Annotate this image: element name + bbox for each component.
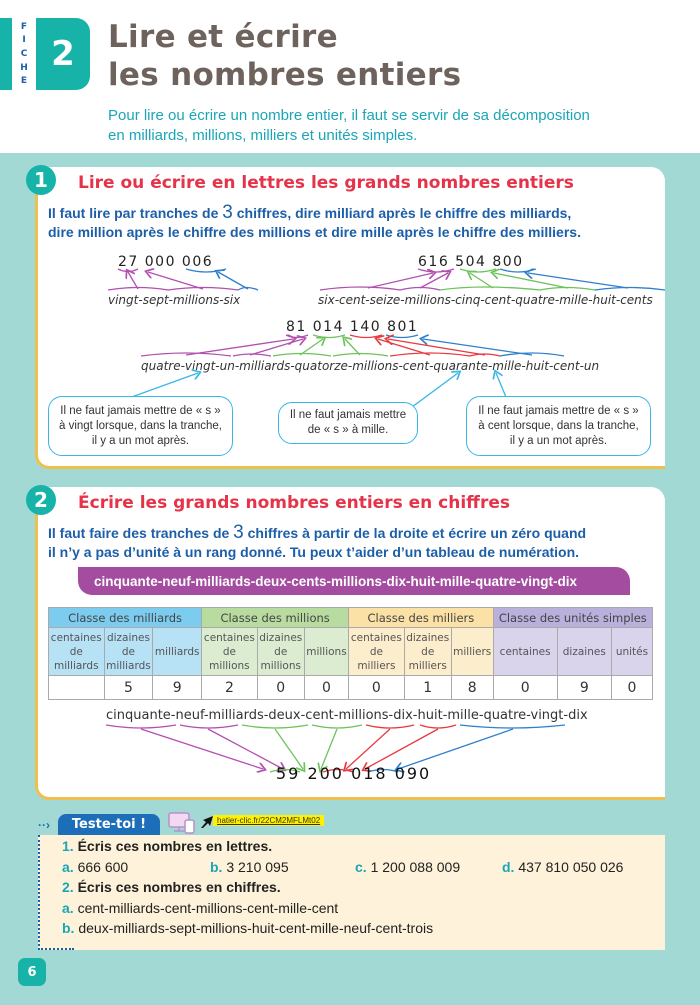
column-header: centaines de milliers (349, 628, 405, 676)
q1-item-a: a. 666 600 (62, 859, 129, 875)
q1-item-c: c. 1 200 088 009 (355, 859, 461, 875)
section-rule: Il faut lire par tranches de 3 chiffres, dire milliard après le chiffre des milliards, dire million après le chiffre des millions et dire mille après le chiffre des milliers. (48, 202, 581, 240)
section-number-badge: 2 (26, 485, 56, 515)
example-number: 27 000 006 (118, 254, 214, 270)
table-cell: 0 (304, 676, 348, 700)
note-vingt: Il ne faut jamais mettre de « s » à vingt lorsque, dans la tranche, il y a un mot après. (48, 396, 233, 456)
cursor-arrow-icon (200, 815, 214, 829)
writing-diagram (38, 487, 668, 800)
fiche-strip (0, 18, 12, 90)
table-cell: 0 (493, 676, 557, 700)
page-title: Lire et écrire les nombres entiers (108, 19, 462, 93)
result-number: 59 200 018 090 (276, 764, 432, 783)
table-cell: 0 (257, 676, 304, 700)
column-header: millions (304, 628, 348, 676)
column-header: milliards (153, 628, 202, 676)
page-number: 6 (18, 958, 46, 986)
table-cell: 1 (404, 676, 451, 700)
table-cell: 2 (202, 676, 258, 700)
section-2-card (35, 487, 665, 800)
class-header: Classe des unités simples (493, 608, 652, 628)
column-header: dizaines (557, 628, 611, 676)
teste-toi-box (38, 835, 665, 950)
example-words: vingt-sept-millions-six (108, 293, 241, 307)
computer-tablet-icon (168, 812, 196, 834)
column-header: unités (611, 628, 652, 676)
column-header: centaines (493, 628, 557, 676)
q2-item-b: b. deux-milliards-sept-millions-huit-cent-mille-neuf-cent-trois (62, 920, 434, 936)
fiche-number: 2 (36, 18, 90, 90)
example-number: 616 504 800 (418, 254, 524, 270)
fiche-label: F I C H E (13, 18, 35, 90)
note-cent: Il ne faut jamais mettre de « s » à cent lorsque, dans la tranche, il y a un mot après. (466, 396, 651, 456)
example-number: 81 014 140 801 (286, 319, 419, 335)
column-header: centaines de millions (202, 628, 258, 676)
intro-text: Pour lire ou écrire un nombre entier, il faut se servir de sa décomposition en milliards, millions, milliers et unités simples. (108, 107, 590, 144)
question-2: 2. Écris ces nombres en chiffres. (62, 879, 281, 895)
table-cell: 0 (611, 676, 652, 700)
column-header: dizaines de millions (257, 628, 304, 676)
table-cell: 9 (153, 676, 202, 700)
table-cell: 0 (349, 676, 405, 700)
section-title: Lire ou écrire en lettres les grands nombres entiers (78, 173, 574, 193)
example-ribbon: cinquante-neuf-milliards-deux-cents-millions-dix-huit-mille-quatre-vingt-dix (78, 567, 630, 595)
column-header: milliers (451, 628, 493, 676)
table-cell: 9 (557, 676, 611, 700)
example-words: cinquante-neuf-milliards-deux-cent-millions-dix-huit-mille-quatre-vingt-dix (106, 708, 588, 723)
question-1: 1. Écris ces nombres en lettres. (62, 838, 273, 854)
class-header: Classe des millions (202, 608, 349, 628)
teste-toi-tab: Teste-toi ! (58, 814, 160, 835)
column-header: centaines de milliards (49, 628, 105, 676)
dotted-arrow-icon: ··› (38, 818, 50, 832)
table-cell: 5 (104, 676, 153, 700)
q1-item-b: b. 3 210 095 (210, 859, 289, 875)
section-title: Écrire les grands nombres entiers en chiffres (78, 493, 510, 513)
q2-item-a: a. cent-milliards-cent-millions-cent-mille-cent (62, 900, 339, 916)
fiche-tab (0, 18, 90, 90)
class-header: Classe des milliards (49, 608, 202, 628)
section-rule: Il faut faire des tranches de 3 chiffres à partir de la droite et écrire un zéro quand il n’y a pas d’unité à un rang donné. Tu peux t’aider d’un tableau de numération. (48, 522, 587, 560)
class-header: Classe des milliers (349, 608, 494, 628)
column-header: dizaines de milliers (404, 628, 451, 676)
column-header: dizaines de milliards (104, 628, 153, 676)
example-words: quatre-vingt-un-milliards-quatorze-millions-cent-quarante-mille-huit-cent-un (141, 359, 600, 373)
section-1-card (35, 167, 665, 469)
example-words: six-cent-seize-millions-cinq-cent-quatre-mille-huit-cents (318, 293, 653, 307)
dotted-border (38, 948, 74, 950)
table-cell: 8 (451, 676, 493, 700)
q1-item-d: d. 437 810 050 026 (502, 859, 624, 875)
note-mille: Il ne faut jamais mettre de « s » à mille. (278, 402, 418, 444)
section-number-badge: 1 (26, 165, 56, 195)
hatier-link[interactable]: hatier-clic.fr/22CM2MFLMt02 (213, 815, 324, 826)
